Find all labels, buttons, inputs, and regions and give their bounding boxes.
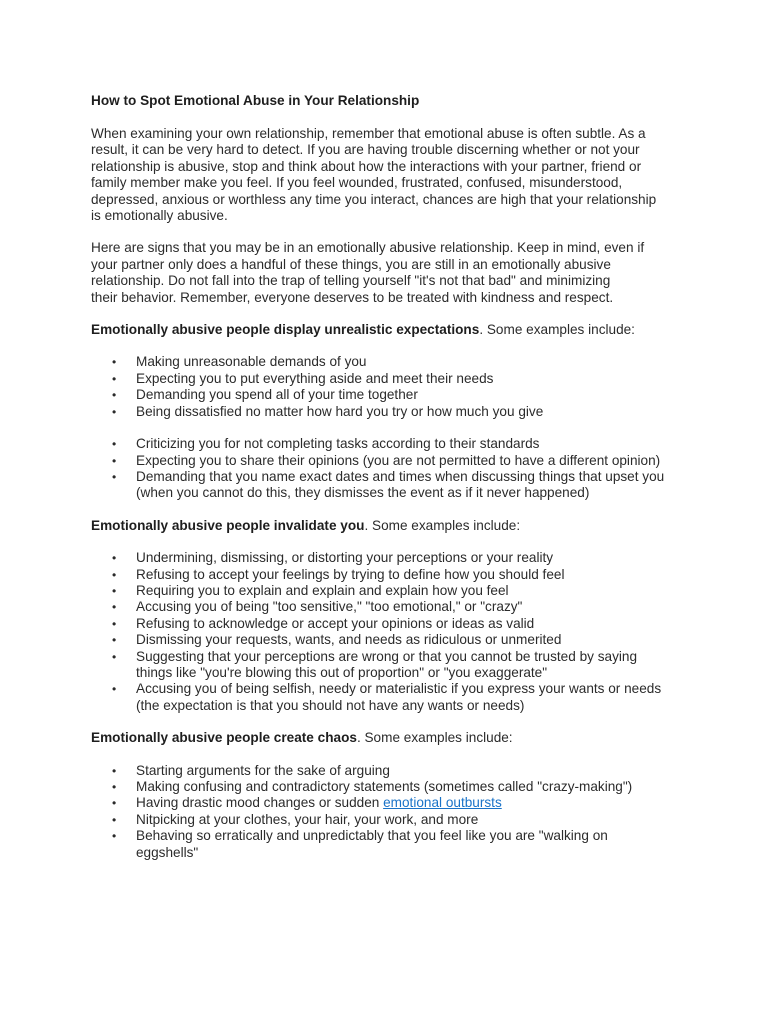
signs-intro-line: relationship. Do not fall into the trap of telling yourself "it's not that bad" and minimizing bbox=[91, 273, 611, 289]
bullet-icon: • bbox=[112, 780, 117, 794]
list-item: • Demanding you spend all of your time together bbox=[112, 387, 418, 403]
list-item: • Being dissatisfied no matter how hard you try or how much you give bbox=[112, 403, 544, 419]
bullet-icon: • bbox=[112, 567, 117, 582]
bullet-list-chaos bbox=[91, 763, 681, 861]
bullet-list-expectations-a bbox=[91, 354, 681, 420]
list-item: • Having drastic mood changes or sudden emotional outbursts bbox=[112, 795, 502, 811]
list-item: • Suggesting that your perceptions are wrong or that you cannot be trusted by saying things like "you're blowing this out of proportion" or "you exaggerate" bbox=[112, 648, 638, 680]
list-item: • Accusing you of being selfish, needy or materialistic if you express your wants or needs (the expectation is that you should not have any wants or needs) bbox=[112, 681, 662, 713]
section-heading-chaos bbox=[91, 730, 681, 746]
section-heading-rest: . Some examples include: bbox=[356, 730, 513, 746]
bullet-icon: • bbox=[112, 763, 117, 778]
list-item: • Dismissing your requests, wants, and needs as ridiculous or unmerited bbox=[112, 632, 562, 648]
list-item: • Undermining, dismissing, or distorting your perceptions or your reality bbox=[112, 550, 554, 566]
bullet-icon: • bbox=[112, 437, 117, 452]
list-item: • Criticizing you for not completing tasks according to their standards bbox=[112, 436, 540, 452]
bullet-icon: • bbox=[112, 469, 117, 484]
document-title: How to Spot Emotional Abuse in Your Relationship bbox=[91, 93, 420, 108]
section-heading-bold: Emotionally abusive people create chaos bbox=[91, 730, 357, 746]
list-item: • Demanding that you name exact dates and times when discussing things that upset you (when you cannot do this, they dismisses the event as if it never happened) bbox=[112, 468, 665, 501]
bullet-icon: • bbox=[112, 812, 117, 827]
section-heading-rest: . Some examples include: bbox=[479, 322, 635, 338]
bullet-icon: • bbox=[112, 616, 117, 631]
intro-line: is emotionally abusive. bbox=[91, 208, 228, 224]
bullet-icon: • bbox=[112, 829, 117, 844]
bullet-icon: • bbox=[112, 649, 117, 664]
bullet-icon: • bbox=[112, 583, 117, 598]
bullet-icon: • bbox=[112, 682, 117, 697]
intro-line: result, it can be very hard to detect. If you are having trouble discerning whether or not your bbox=[91, 142, 640, 158]
list-item: • Nitpicking at your clothes, your hair, your work, and more bbox=[112, 811, 479, 827]
signs-intro-line: your partner only does a handful of these things, you are still in an emotionally abusive bbox=[91, 256, 611, 272]
intro-line: family member make you feel. If you feel wounded, frustrated, confused, misunderstood, bbox=[91, 175, 623, 191]
bullet-icon: • bbox=[112, 404, 117, 419]
emotional-outbursts-link[interactable]: emotional outbursts bbox=[383, 795, 502, 811]
section-heading-expectations bbox=[91, 322, 681, 338]
document-page bbox=[91, 92, 681, 877]
list-item: • Accusing you of being "too sensitive," "too emotional," or "crazy" bbox=[112, 599, 523, 615]
list-item: • Making unreasonable demands of you bbox=[112, 354, 367, 370]
bullet-list-invalidate bbox=[91, 550, 681, 714]
bullet-icon: • bbox=[112, 355, 117, 370]
list-item: • Requiring you to explain and explain and explain how you feel bbox=[112, 582, 509, 598]
list-item: • Starting arguments for the sake of arguing bbox=[112, 762, 390, 778]
section-heading-bold: Emotionally abusive people display unrealistic expectations bbox=[91, 322, 480, 338]
intro-line: relationship is abusive, stop and think about how the interactions with your partner, friend or bbox=[91, 158, 642, 174]
bullet-icon: • bbox=[112, 453, 117, 468]
signs-intro-line: Here are signs that you may be in an emotionally abusive relationship. Keep in mind, even if bbox=[91, 240, 645, 256]
list-item: • Behaving so erratically and unpredictably that you feel like you are "walking on eggshells" bbox=[112, 828, 608, 860]
bullet-icon: • bbox=[112, 551, 117, 566]
intro-line: When examining your own relationship, remember that emotional abuse is often subtle. As a bbox=[91, 126, 646, 141]
bullet-icon: • bbox=[112, 633, 117, 648]
intro-line: depressed, anxious or worthless any time you interact, chances are high that your relationship bbox=[91, 191, 657, 207]
intro-paragraph bbox=[91, 126, 681, 224]
bullet-icon: • bbox=[112, 796, 117, 811]
list-item: • Making confusing and contradictory statements (sometimes called "crazy-making") bbox=[112, 779, 633, 794]
section-heading-rest: . Some examples include: bbox=[364, 517, 521, 533]
list-item: • Expecting you to share their opinions (you are not permitted to have a different opinion) bbox=[112, 452, 661, 468]
bullet-icon: • bbox=[112, 371, 117, 386]
list-item: • Refusing to acknowledge or accept your opinions or ideas as valid bbox=[112, 615, 535, 631]
section-heading-bold: Emotionally abusive people invalidate you bbox=[91, 517, 365, 533]
signs-intro-paragraph bbox=[91, 240, 681, 306]
list-item: • Refusing to accept your feelings by trying to define how you should feel bbox=[112, 566, 565, 582]
bullet-icon: • bbox=[112, 388, 117, 403]
bullet-icon: • bbox=[112, 600, 117, 615]
section-heading-invalidate bbox=[91, 518, 681, 534]
list-item: • Expecting you to put everything aside and meet their needs bbox=[112, 370, 494, 386]
bullet-list-expectations-b bbox=[91, 436, 681, 502]
signs-intro-line: their behavior. Remember, everyone deserves to be treated with kindness and respect. bbox=[91, 289, 614, 305]
